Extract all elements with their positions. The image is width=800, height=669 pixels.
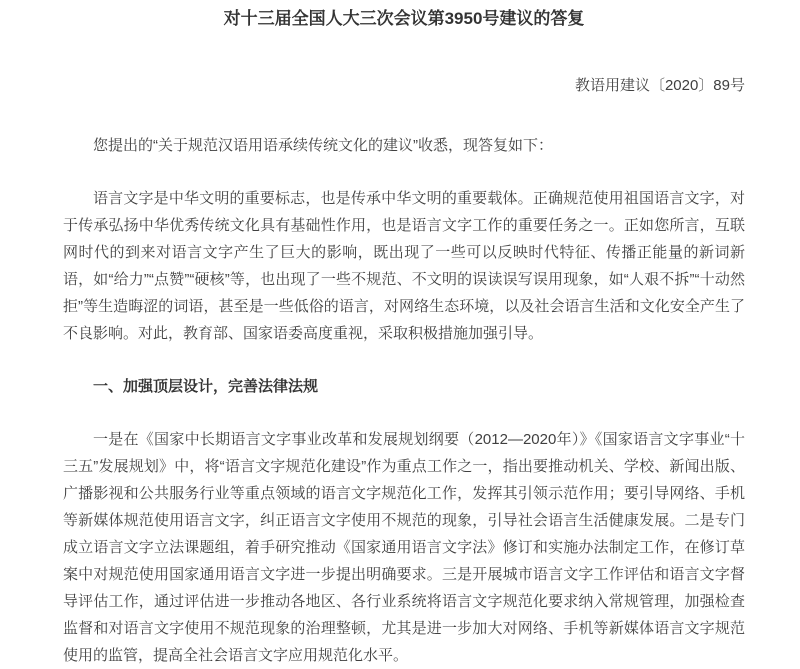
section-heading-1: 一、加强顶层设计，完善法律法规 bbox=[93, 378, 319, 395]
paragraph-intro: 语言文字是中华文明的重要标志，也是传承中华文明的重要载体。正确规范使用祖国语言文字，对于传承弘扬中华优秀传统文化具有基础性作用，也是语言文字工作的重要任务之一。正如您所言，互联网时代的到来对语言文字产生了巨大的影响，既出现了一些可以反映时代特征、传播正能量的新词新语，如“给力”“点赞”“硬核”等，也出现了一些不规范、不文明的误读误写误用现象，如“人艰不拆”“十动然拒”等生造晦涩的词语，甚至是一些低俗的语言，对网络生态环境，以及社会语言生活和文化安全产生了不良影响。对此，教育部、国家语委高度重视，采取积极措施加强引导。 bbox=[63, 190, 745, 342]
document-number: 教语用建议〔2020〕89号 bbox=[574, 77, 745, 94]
paragraph-greeting: 您提出的“关于规范汉语用语承续传统文化的建议”收悉，现答复如下： bbox=[93, 137, 553, 154]
page-title: 对十三届全国人大三次会议第3950号建议的答复 bbox=[223, 9, 585, 28]
paragraph-section-1-body: 一是在《国家中长期语言文字事业改革和发展规划纲要（2012—2020年）》《国家语言文字事业“十三五”发展规划》中，将“语言文字规范化建设”作为重点工作之一，指出要推动机关、学校、新闻出版、广播影视和公共服务行业等重点领域的语言文字规范化工作，发挥其引领示范作用；要引导网络、手机等新媒体规范使用语言文字，纠正语言文字使用不规范的现象，引导社会语言生活健康发展。二是专门成立语言文字立法课题组，着手研究推动《国家通用语言文字法》修订和实施办法制定工作，在修订草案中对规范使用国家通用语言文字进一步提出明确要求。三是开展城市语言文字工作评估和语言文字督导评估工作，通过评估进一步推动各地区、各行业系统将语言文字规范化要求纳入常规管理，加强检查监督和对语言文字使用不规范现象的治理整顿，尤其是进一步加大对网络、手机等新媒体语言文字规范使用的监管，提高全社会语言文字应用规范化水平。 bbox=[63, 431, 745, 664]
